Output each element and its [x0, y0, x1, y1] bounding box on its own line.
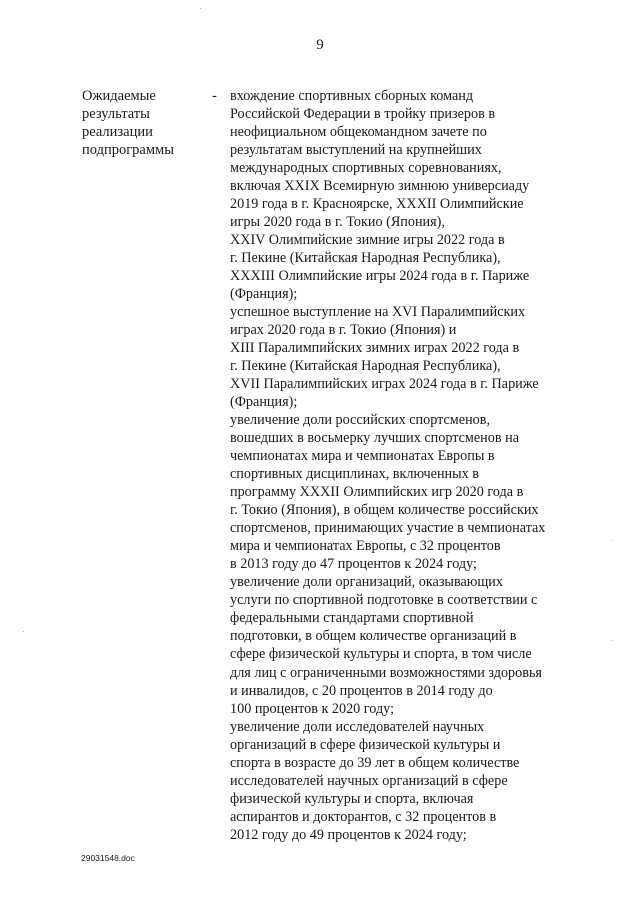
content-line: вхождение спортивных сборных команд	[230, 88, 474, 104]
section-label-line: Ожидаемые	[82, 88, 156, 104]
content-line: г. Токио (Япония), в общем количестве российских	[230, 502, 539, 519]
content-line: исследователей научных организаций в сфере	[230, 772, 508, 789]
content-line: спортсменов, принимающих участие в чемпионатах	[230, 520, 546, 537]
content-line: федеральными стандартами спортивной	[230, 610, 474, 627]
content-line: г. Пекине (Китайская Народная Республика),	[230, 358, 501, 375]
content-line: играх 2020 года в г. Токио (Япония) и	[230, 322, 457, 339]
content-line: 2019 года в г. Красноярске, XXXII Олимпийские	[230, 196, 524, 213]
section-label-line: результаты	[82, 106, 150, 122]
scan-speck	[612, 540, 613, 541]
content-line: мира и чемпионатах Европы, с 32 процентов	[230, 538, 501, 555]
scan-speck	[612, 640, 613, 641]
content-line: XXIV Олимпийские зимние игры 2022 года в	[230, 232, 505, 249]
scan-speck	[23, 631, 24, 632]
content-line: увеличение доли исследователей научных	[230, 718, 485, 735]
scan-speck	[200, 8, 201, 9]
footer-filename: 29031548.doc	[81, 853, 135, 863]
content-line: физической культуры и спорта, включая	[230, 790, 474, 807]
content-line: чемпионатах мира и чемпионатах Европы в	[230, 448, 495, 465]
content-line: программу XXXII Олимпийских игр 2020 года в	[230, 484, 524, 501]
content-line: результатам выступлений на крупнейших	[230, 142, 482, 159]
content-line: увеличение доли организаций, оказывающих	[230, 574, 503, 591]
content-line: для лиц с ограниченными возможностями здоровья	[230, 664, 542, 681]
content-line: г. Пекине (Китайская Народная Республика),	[230, 250, 501, 267]
content-line: (Франция);	[230, 394, 298, 411]
content-line: 2012 году до 49 процентов к 2024 году;	[230, 826, 467, 843]
section-label-line: реализации	[82, 124, 153, 140]
content-line: вошедших в восьмерку лучших спортсменов на	[230, 430, 519, 447]
content-line: успешное выступление на XVI Паралимпийских	[230, 304, 526, 321]
content-line: неофициальном общекомандном зачете по	[230, 124, 487, 141]
page-number: 9	[316, 37, 324, 53]
content-line: в 2013 году до 47 процентов к 2024 году;	[230, 556, 477, 573]
content-line: сфере физической культуры и спорта, в том числе	[230, 646, 532, 663]
section-label	[82, 87, 202, 159]
content-line: спортивных дисциплинах, включенных в	[230, 466, 480, 483]
content-line: XXXIII Олимпийские игры 2024 года в г. Париже	[230, 268, 530, 285]
content-line: организаций в сфере физической культуры и	[230, 736, 501, 753]
content-line: спорта в возрасте до 39 лет в общем количестве	[230, 754, 520, 771]
content-line: включая XXIX Всемирную зимнюю универсиаду	[230, 178, 530, 195]
content-line: аспирантов и докторантов, с 32 процентов в	[230, 808, 497, 825]
content-line: XIII Паралимпийских зимних играх 2022 года в	[230, 340, 520, 357]
content-line: и инвалидов, с 20 процентов в 2014 году до	[230, 682, 493, 699]
content-line: 100 процентов к 2020 году;	[230, 700, 395, 717]
content-line: международных спортивных соревнованиях,	[230, 160, 502, 177]
content-line: игры 2020 года в г. Токио (Япония),	[230, 214, 445, 231]
section-content	[230, 87, 590, 844]
content-line: XVII Паралимпийских играх 2024 года в г. Париже	[230, 376, 539, 393]
content-line: (Франция);	[230, 286, 298, 303]
content-line: Российской Федерации в тройку призеров в	[230, 106, 496, 123]
content-line: подготовки, в общем количестве организаций в	[230, 628, 517, 645]
content-line: услуги по спортивной подготовке в соответствии с	[230, 592, 538, 609]
content-line: увеличение доли российских спортсменов,	[230, 412, 490, 429]
separator-dash: -	[212, 88, 217, 104]
section-label-line: подпрограммы	[82, 142, 174, 158]
